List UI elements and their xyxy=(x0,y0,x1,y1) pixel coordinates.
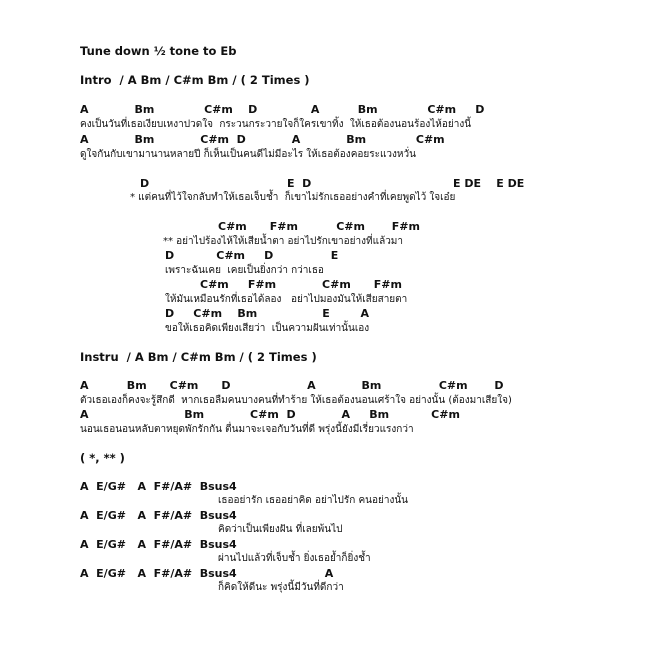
lyric-line: ขอให้เธอคิดเพียงเสียว่า เป็นความฝันเท่านั้นเอง xyxy=(165,323,370,334)
lyric-line: ผ่านไปแล้วที่เจ็บช้ำ ยิ่งเธอย้ำก็ยิ่งช้ำ xyxy=(218,553,371,564)
chord-line: A Bm C#m D A Bm C#m xyxy=(80,408,460,421)
lyric-line: เธออย่ารัก เธออย่าคิด อย่าไปรัก คนอย่างนั้น xyxy=(218,495,409,506)
lyric-line: นอนเธอนอนหลับตาหยุดพักรักกัน ตื่นมาจะเจอกับวันที่ดี พรุ่งนี้ยังมีเรี่ยวแรงกว่า xyxy=(80,424,414,435)
chord-line: D E D E DE E DE xyxy=(140,177,525,190)
chord-line: D C#m Bm E A xyxy=(165,307,369,320)
lyric-line: ก็คิดให้ดีนะ พรุ่งนี้มีวันที่ดีกว่า xyxy=(218,582,344,593)
lyric-line: ให้มันเหมือนรักที่เธอได้ลอง อย่าไปมองมันให้เสียสายตา xyxy=(165,294,408,305)
chord-line: A Bm C#m D A Bm C#m D xyxy=(80,379,504,392)
chord-line: A E/G# A F#/A# Bsus4 A xyxy=(80,567,334,580)
chord-line: A E/G# A F#/A# Bsus4 xyxy=(80,538,237,551)
chord-line: A Bm C#m D A Bm C#m xyxy=(80,133,445,146)
chord-line: A E/G# A F#/A# Bsus4 xyxy=(80,509,237,522)
lyric-line: ตัวเธอเองก็คงจะรู้สึกดี หากเธอลืมคนบางคนที่ทำร้าย ให้เธอต้องนอนเศร้าใจ อย่างนั้น (ต้องมาเสียใจ) xyxy=(80,395,512,406)
chord-line: C#m F#m C#m F#m xyxy=(200,278,402,291)
lyric-line: ดูใจกันกับเขามานานหลายปี ก็เห็นเป็นคนดีไม่มีอะไร ให้เธอต้องคอยระแวงหวั่น xyxy=(80,149,416,160)
lyric-line: * แต่คนที่ไว้ใจกลับทำให้เธอเจ็บช้ำ ก็เขาไม่รักเธออย่างคำที่เคยพูดไว้ ใจเอ๋ย xyxy=(130,192,456,203)
instru-line: Instru / A Bm / C#m Bm / ( 2 Times ) xyxy=(80,350,317,364)
chord-line: D C#m D E xyxy=(165,249,339,262)
lyric-line: เพราะฉันเคย เคยเป็นยิ่งกว่า กว่าเธอ xyxy=(165,265,324,276)
song-key-note: Tune down ½ tone to Eb xyxy=(80,44,237,58)
chord-line: A E/G# A F#/A# Bsus4 xyxy=(80,480,237,493)
repeat-marker: ( *, ** ) xyxy=(80,451,125,465)
lyric-line: ** อย่าไปร้องไห้ให้เสียน้ำตา อย่าไปรักเขาอย่างที่แล้วมา xyxy=(163,236,404,247)
chord-line: A Bm C#m D A Bm C#m D xyxy=(80,103,485,116)
chord-line: C#m F#m C#m F#m xyxy=(218,220,420,233)
intro-line: Intro / A Bm / C#m Bm / ( 2 Times ) xyxy=(80,73,310,87)
lyric-line: คิดว่าเป็นเพียงฝัน ที่เลยพ้นไป xyxy=(218,524,343,535)
lyric-line: คงเป็นวันที่เธอเงียบเหงาปวดใจ กระวนกระวายใจก็ใครเขาทิ้ง ให้เธอต้องนอนร้องไห้อย่างนี้ xyxy=(80,119,472,130)
